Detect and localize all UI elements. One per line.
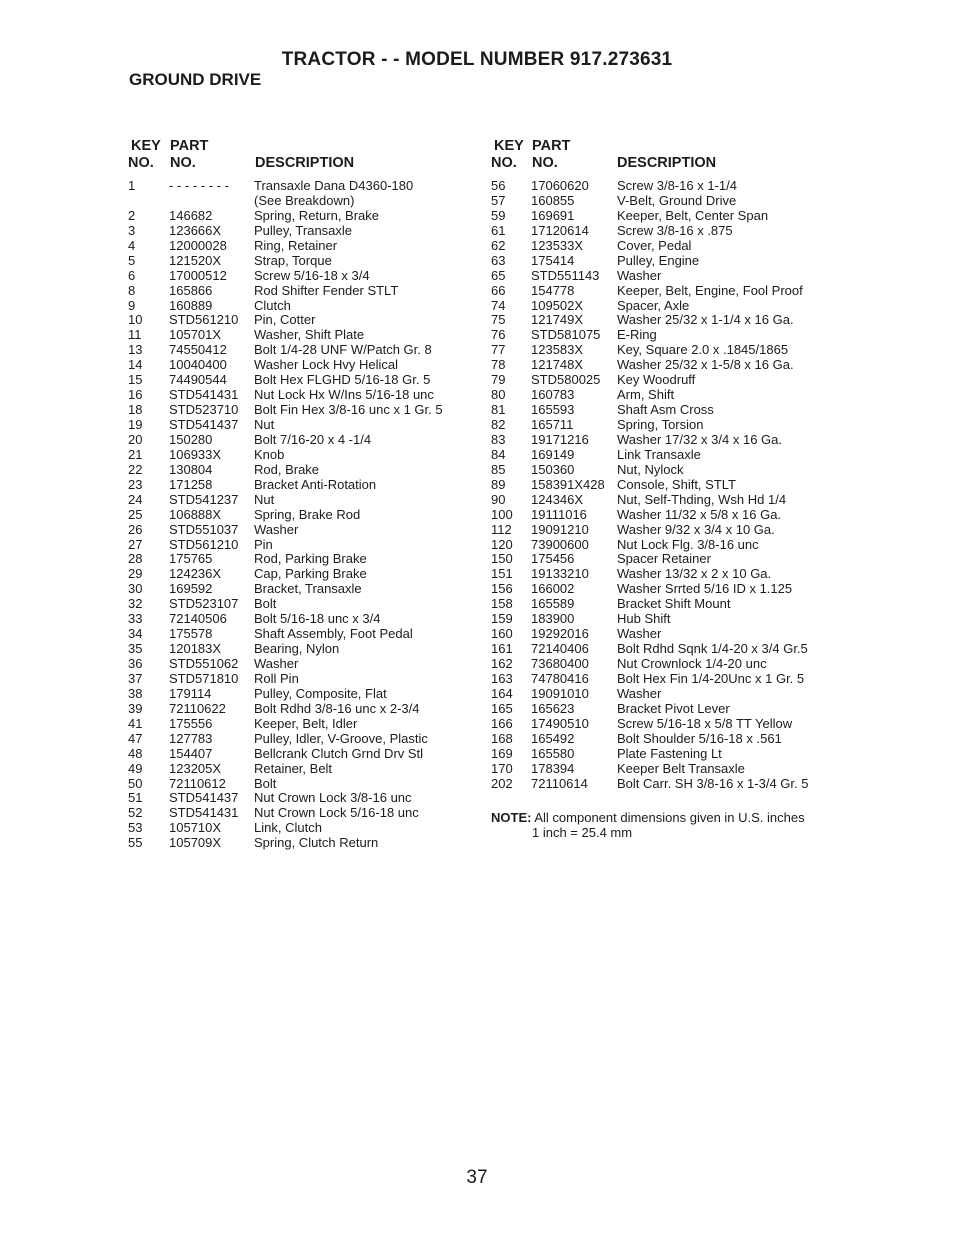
key-number: 47 — [128, 730, 143, 746]
key-number: 49 — [128, 760, 143, 776]
key-number: 62 — [491, 237, 506, 253]
key-number: 50 — [128, 775, 143, 791]
key-number: 202 — [491, 775, 513, 791]
part-description: Washer — [617, 685, 662, 701]
part-number: 72110622 — [169, 700, 226, 716]
header-key-no: NO. — [128, 155, 154, 171]
part-number: 175456 — [531, 551, 575, 567]
key-number: 27 — [128, 536, 143, 552]
part-number: 10040400 — [169, 357, 227, 373]
part-description: Bracket, Transaxle — [254, 581, 362, 597]
key-number: 166 — [491, 715, 513, 731]
key-number: 39 — [128, 700, 143, 716]
part-description: Bearing, Nylon — [254, 641, 340, 657]
part-number: 12000028 — [169, 237, 227, 253]
part-number: STD541237 — [169, 491, 239, 507]
part-description: Key, Square 2.0 x .1845/1865 — [617, 342, 789, 358]
key-number: 151 — [491, 566, 513, 582]
key-number: 28 — [128, 551, 143, 567]
part-number: 72110614 — [531, 775, 588, 791]
part-description: Keeper, Belt, Center Span — [617, 207, 769, 223]
part-description: Pin, Cotter — [254, 312, 316, 328]
part-number: 120183X — [169, 641, 222, 657]
part-number: 165866 — [169, 282, 213, 298]
part-description: Bracket Anti-Rotation — [254, 476, 377, 492]
part-number: 19133210 — [531, 566, 589, 582]
header-description: DESCRIPTION — [617, 155, 717, 171]
part-number: STD551062 — [169, 656, 239, 671]
part-description: Knob — [254, 446, 285, 462]
part-number: STD551037 — [169, 521, 239, 537]
part-number: 74490544 — [169, 372, 227, 388]
part-description: Key Woodruff — [617, 372, 696, 388]
part-number: 165623 — [531, 700, 575, 716]
header-part: PART — [170, 138, 209, 154]
part-description: Washer 17/32 x 3/4 x 16 Ga. — [617, 431, 782, 447]
part-description: Rod, Parking Brake — [254, 551, 367, 567]
key-number: 82 — [491, 417, 506, 432]
part-number: 169592 — [169, 581, 213, 597]
part-description: Bolt Fin Hex 3/8-16 unc x 1 Gr. 5 — [254, 402, 443, 418]
part-number: 175765 — [169, 551, 213, 567]
part-number: 146682 — [169, 207, 213, 223]
part-description: Nut Lock Flg. 3/8-16 unc — [617, 536, 759, 552]
note — [491, 810, 805, 840]
part-description: Cap, Parking Brake — [254, 566, 367, 582]
key-number: 30 — [128, 581, 143, 597]
part-number: 72110612 — [169, 775, 226, 791]
key-number: 56 — [491, 178, 506, 193]
part-number: 19091010 — [531, 685, 589, 701]
key-number: 9 — [128, 297, 136, 313]
part-description: Washer, Shift Plate — [254, 327, 365, 343]
key-number: 15 — [128, 372, 143, 388]
part-description: Shaft Asm Cross — [617, 402, 714, 418]
key-number: 75 — [491, 312, 506, 328]
part-number: 178394 — [531, 760, 575, 776]
part-description: Hub Shift — [617, 611, 671, 627]
part-description: Nut Crownlock 1/4-20 unc — [617, 656, 767, 671]
key-number: 24 — [128, 491, 143, 507]
part-description: Screw 5/16-18 x 3/4 — [254, 267, 370, 283]
key-number: 51 — [128, 790, 143, 806]
header-description: DESCRIPTION — [255, 155, 355, 171]
part-description: Keeper Belt Transaxle — [617, 760, 745, 776]
part-number: 124236X — [169, 566, 222, 582]
part-number: STD541431 — [169, 387, 239, 403]
part-description: Bracket Shift Mount — [617, 596, 731, 612]
part-description: Nut Lock Hx W/Ins 5/16-18 unc — [254, 387, 434, 403]
key-number: 160 — [491, 626, 513, 642]
key-number: 100 — [491, 506, 513, 522]
part-description: Washer 9/32 x 3/4 x 10 Ga. — [617, 521, 775, 537]
key-number: 89 — [491, 476, 506, 492]
key-number: 120 — [491, 536, 513, 552]
key-number: 48 — [128, 745, 143, 761]
key-number: 159 — [491, 611, 513, 627]
part-number: 105710X — [169, 820, 222, 836]
part-number: 73680400 — [531, 656, 589, 671]
part-description: Console, Shift, STLT — [617, 476, 736, 492]
part-description: Bolt 5/16-18 unc x 3/4 — [254, 611, 381, 627]
key-number: 61 — [491, 222, 506, 238]
part-description: (See Breakdown) — [254, 192, 355, 208]
part-description: Pulley, Idler, V-Groove, Plastic — [254, 730, 428, 746]
part-description: Washer 25/32 x 1-1/4 x 16 Ga. — [617, 312, 794, 328]
part-description: Bolt Hex Fin 1/4-20Unc x 1 Gr. 5 — [617, 670, 805, 686]
part-number: 123666X — [169, 222, 222, 238]
part-number: 175414 — [531, 252, 575, 268]
key-number: 36 — [128, 656, 143, 671]
part-number: 165492 — [531, 730, 575, 746]
part-number: 19111016 — [531, 506, 587, 522]
part-description: Screw 3/8-16 x .875 — [617, 222, 733, 238]
part-number: 169691 — [531, 207, 575, 223]
part-description: Washer — [254, 521, 299, 537]
note-conversion: 1 inch = 25.4 mm — [532, 825, 633, 840]
key-number: 164 — [491, 685, 513, 701]
part-number: 72140506 — [169, 611, 227, 627]
key-number: 4 — [128, 237, 136, 253]
key-number: 23 — [128, 476, 143, 492]
part-description: Roll Pin — [254, 670, 299, 686]
part-description: Keeper, Belt, Engine, Fool Proof — [617, 282, 803, 298]
part-description: Bolt Hex FLGHD 5/16-18 Gr. 5 — [254, 372, 431, 388]
part-number: 158391X428 — [531, 476, 605, 492]
key-number: 25 — [128, 506, 143, 522]
part-number: 73900600 — [531, 536, 589, 552]
key-number: 85 — [491, 461, 506, 477]
part-description: Bellcrank Clutch Grnd Drv Stl — [254, 745, 424, 761]
part-description: Bolt Carr. SH 3/8-16 x 1-3/4 Gr. 5 — [617, 775, 809, 791]
key-number: 59 — [491, 207, 506, 223]
key-number: 77 — [491, 342, 506, 358]
part-description: Nut Crown Lock 3/8-16 unc — [254, 790, 412, 806]
part-number: 109502X — [531, 297, 584, 313]
key-number: 14 — [128, 357, 143, 373]
key-number: 2 — [128, 207, 136, 223]
part-number: 121748X — [531, 357, 584, 373]
part-number: 17120614 — [531, 222, 589, 238]
part-number: 106888X — [169, 506, 222, 522]
key-number: 16 — [128, 387, 143, 403]
part-number: 74780416 — [531, 670, 589, 686]
key-number: 41 — [128, 715, 143, 731]
key-number: 169 — [491, 745, 513, 761]
part-description: Washer 13/32 x 2 x 10 Ga. — [617, 566, 772, 582]
part-number: 154407 — [169, 745, 213, 761]
key-number: 55 — [128, 835, 143, 851]
part-description: Nut Crown Lock 5/16-18 unc — [254, 805, 419, 821]
part-number: 150280 — [169, 431, 213, 447]
key-number: 11 — [128, 327, 142, 343]
header-key: KEY — [131, 138, 161, 154]
part-number: 127783 — [169, 730, 213, 746]
key-number: 1 — [128, 178, 136, 193]
part-description: Washer — [617, 267, 662, 283]
part-description: Washer Srrted 5/16 ID x 1.125 — [617, 581, 793, 597]
key-number: 38 — [128, 685, 143, 701]
key-number: 163 — [491, 670, 513, 686]
part-number: 154778 — [531, 282, 575, 298]
key-number: 34 — [128, 626, 143, 642]
key-number: 78 — [491, 357, 506, 373]
part-number: 123205X — [169, 760, 222, 776]
part-description: Washer — [617, 626, 662, 642]
part-number: 105701X — [169, 327, 222, 343]
key-number: 18 — [128, 402, 143, 418]
part-number: 169149 — [531, 446, 575, 462]
part-description: Bolt 7/16-20 x 4 -1/4 — [254, 431, 372, 447]
part-number: 165711 — [531, 417, 574, 432]
part-description: Nut, Self-Thding, Wsh Hd 1/4 — [617, 491, 787, 507]
part-description: Screw 5/16-18 x 5/8 TT Yellow — [617, 715, 793, 731]
part-number: 123533X — [531, 237, 584, 253]
part-description: Nut, Nylock — [617, 461, 684, 477]
page-title: TRACTOR - - MODEL NUMBER 917.273631 — [281, 49, 673, 70]
part-description: Bolt — [254, 596, 277, 612]
key-number: 63 — [491, 252, 506, 268]
key-number: 37 — [128, 670, 143, 686]
part-number: 179114 — [169, 685, 212, 701]
part-description: Pulley, Composite, Flat — [254, 685, 387, 701]
key-number: 74 — [491, 297, 506, 313]
part-number: 17000512 — [169, 267, 227, 283]
part-description: Clutch — [254, 297, 291, 313]
key-number: 53 — [128, 820, 143, 836]
part-number: 165593 — [531, 402, 575, 418]
note-text: All component dimensions given in U.S. inches — [534, 810, 805, 825]
key-number: 76 — [491, 327, 506, 343]
part-number: 19091210 — [531, 521, 589, 537]
part-description: Rod, Brake — [254, 461, 320, 477]
part-number: 171258 — [169, 476, 213, 492]
key-number: 8 — [128, 282, 136, 298]
part-number: - - - - - - - - — [169, 178, 229, 193]
part-description: Plate Fastening Lt — [617, 745, 722, 761]
part-description: Retainer, Belt — [254, 760, 333, 776]
part-description: E-Ring — [617, 327, 657, 343]
key-number: 29 — [128, 566, 143, 582]
part-number: 165589 — [531, 596, 575, 612]
key-number: 90 — [491, 491, 506, 507]
part-number: 160889 — [169, 297, 213, 313]
part-description: Transaxle Dana D4360-180 — [254, 178, 414, 193]
part-number: STD561210 — [169, 312, 239, 328]
part-description: Shaft Assembly, Foot Pedal — [254, 626, 413, 642]
key-number: 52 — [128, 805, 143, 821]
part-description: Strap, Torque — [254, 252, 332, 268]
key-number: 65 — [491, 267, 506, 283]
part-description: Screw 3/8-16 x 1-1/4 — [617, 178, 737, 193]
key-number: 168 — [491, 730, 513, 746]
header-key-no: NO. — [491, 155, 517, 171]
part-number: 124346X — [531, 491, 584, 507]
part-number: 17490510 — [531, 715, 589, 731]
part-number: STD541437 — [169, 790, 239, 806]
part-description: Spacer Retainer — [617, 551, 711, 567]
key-number: 81 — [491, 402, 506, 418]
part-description: Spring, Return, Brake — [254, 207, 380, 223]
part-number: 19171216 — [531, 431, 589, 447]
part-description: Bolt Rdhd 3/8-16 unc x 2-3/4 — [254, 700, 420, 716]
part-description: Bolt 1/4-28 UNF W/Patch Gr. 8 — [254, 342, 432, 358]
key-number: 79 — [491, 372, 506, 388]
part-description: Rod Shifter Fender STLT — [254, 282, 399, 298]
key-number: 84 — [491, 446, 506, 462]
part-number: 150360 — [531, 461, 575, 477]
part-number: STD523107 — [169, 596, 239, 612]
part-number: 160783 — [531, 387, 575, 403]
part-number: STD541437 — [169, 417, 239, 432]
part-description: V-Belt, Ground Drive — [617, 192, 737, 208]
part-number: 121749X — [531, 312, 584, 328]
part-number: 17060620 — [531, 178, 589, 193]
part-number: 121520X — [169, 252, 222, 268]
part-number: 123583X — [531, 342, 584, 358]
key-number: 66 — [491, 282, 506, 298]
part-description: Washer Lock Hvy Helical — [254, 357, 399, 373]
part-description: Pulley, Engine — [617, 252, 700, 268]
key-number: 10 — [128, 312, 143, 328]
part-description: Pulley, Transaxle — [254, 222, 353, 238]
key-number: 32 — [128, 596, 143, 612]
part-description: Spacer, Axle — [617, 297, 690, 313]
part-description: Spring, Torsion — [617, 417, 704, 432]
part-number: 175578 — [169, 626, 213, 642]
part-number: 105709X — [169, 835, 222, 851]
part-description: Spring, Brake Rod — [254, 506, 361, 522]
part-description: Washer — [254, 656, 299, 671]
part-number: 175556 — [169, 715, 213, 731]
key-number: 35 — [128, 641, 143, 657]
part-number: 72140406 — [531, 641, 589, 657]
section-title: GROUND DRIVE — [129, 70, 262, 89]
key-number: 158 — [491, 596, 513, 612]
part-description: Link, Clutch — [254, 820, 322, 836]
key-number: 19 — [128, 417, 143, 432]
part-number: STD580025 — [531, 372, 601, 388]
part-number: STD581075 — [531, 327, 601, 343]
part-number: 183900 — [531, 611, 575, 627]
key-number: 6 — [128, 267, 136, 283]
key-number: 3 — [128, 222, 136, 238]
key-number: 80 — [491, 387, 506, 403]
part-description: Washer 11/32 x 5/8 x 16 Ga. — [617, 506, 782, 522]
part-number: STD571810 — [169, 670, 239, 686]
part-description: Bolt Shoulder 5/16-18 x .561 — [617, 730, 782, 746]
part-description: Arm, Shift — [617, 387, 675, 403]
key-number: 57 — [491, 192, 506, 208]
part-number: 160855 — [531, 192, 575, 208]
key-number: 33 — [128, 611, 143, 627]
key-number: 165 — [491, 700, 513, 716]
key-number: 26 — [128, 521, 143, 537]
part-description: Bolt Rdhd Sqnk 1/4-20 x 3/4 Gr.5 — [617, 641, 808, 657]
part-description: Ring, Retainer — [254, 237, 338, 253]
part-number: 130804 — [169, 461, 213, 477]
key-number: 20 — [128, 431, 143, 447]
note-label: NOTE: — [491, 810, 532, 825]
part-description: Spring, Clutch Return — [254, 835, 379, 851]
part-number: STD523710 — [169, 402, 239, 418]
part-description: Link Transaxle — [617, 446, 701, 462]
part-number: 106933X — [169, 446, 222, 462]
key-number: 83 — [491, 431, 506, 447]
part-number: 74550412 — [169, 342, 227, 358]
part-number: STD541431 — [169, 805, 239, 821]
part-description: Cover, Pedal — [617, 237, 692, 253]
part-number: STD551143 — [531, 267, 600, 283]
header-part: PART — [532, 138, 571, 154]
part-description: Bracket Pivot Lever — [617, 700, 730, 716]
part-number: 165580 — [531, 745, 575, 761]
key-number: 161 — [491, 641, 513, 657]
part-description: Nut — [254, 491, 275, 507]
part-number: 19292016 — [531, 626, 589, 642]
key-number: 156 — [491, 581, 513, 597]
key-number: 162 — [491, 656, 513, 671]
part-description: Nut — [254, 417, 275, 432]
part-description: Keeper, Belt, Idler — [254, 715, 358, 731]
key-number: 150 — [491, 551, 513, 567]
part-description: Bolt — [254, 775, 277, 791]
part-description: Washer 25/32 x 1-5/8 x 16 Ga. — [617, 357, 794, 373]
header-part-no: NO. — [170, 155, 196, 171]
header-part-no: NO. — [532, 155, 558, 171]
page-number: 37 — [466, 1167, 488, 1188]
part-number: STD561210 — [169, 536, 239, 552]
part-description: Pin — [254, 536, 273, 552]
key-number: 170 — [491, 760, 513, 776]
key-number: 5 — [128, 252, 136, 268]
header-key: KEY — [494, 138, 524, 154]
key-number: 21 — [128, 446, 143, 462]
key-number: 13 — [128, 342, 143, 358]
part-number: 166002 — [531, 581, 575, 597]
key-number: 22 — [128, 461, 143, 477]
key-number: 112 — [491, 521, 512, 537]
